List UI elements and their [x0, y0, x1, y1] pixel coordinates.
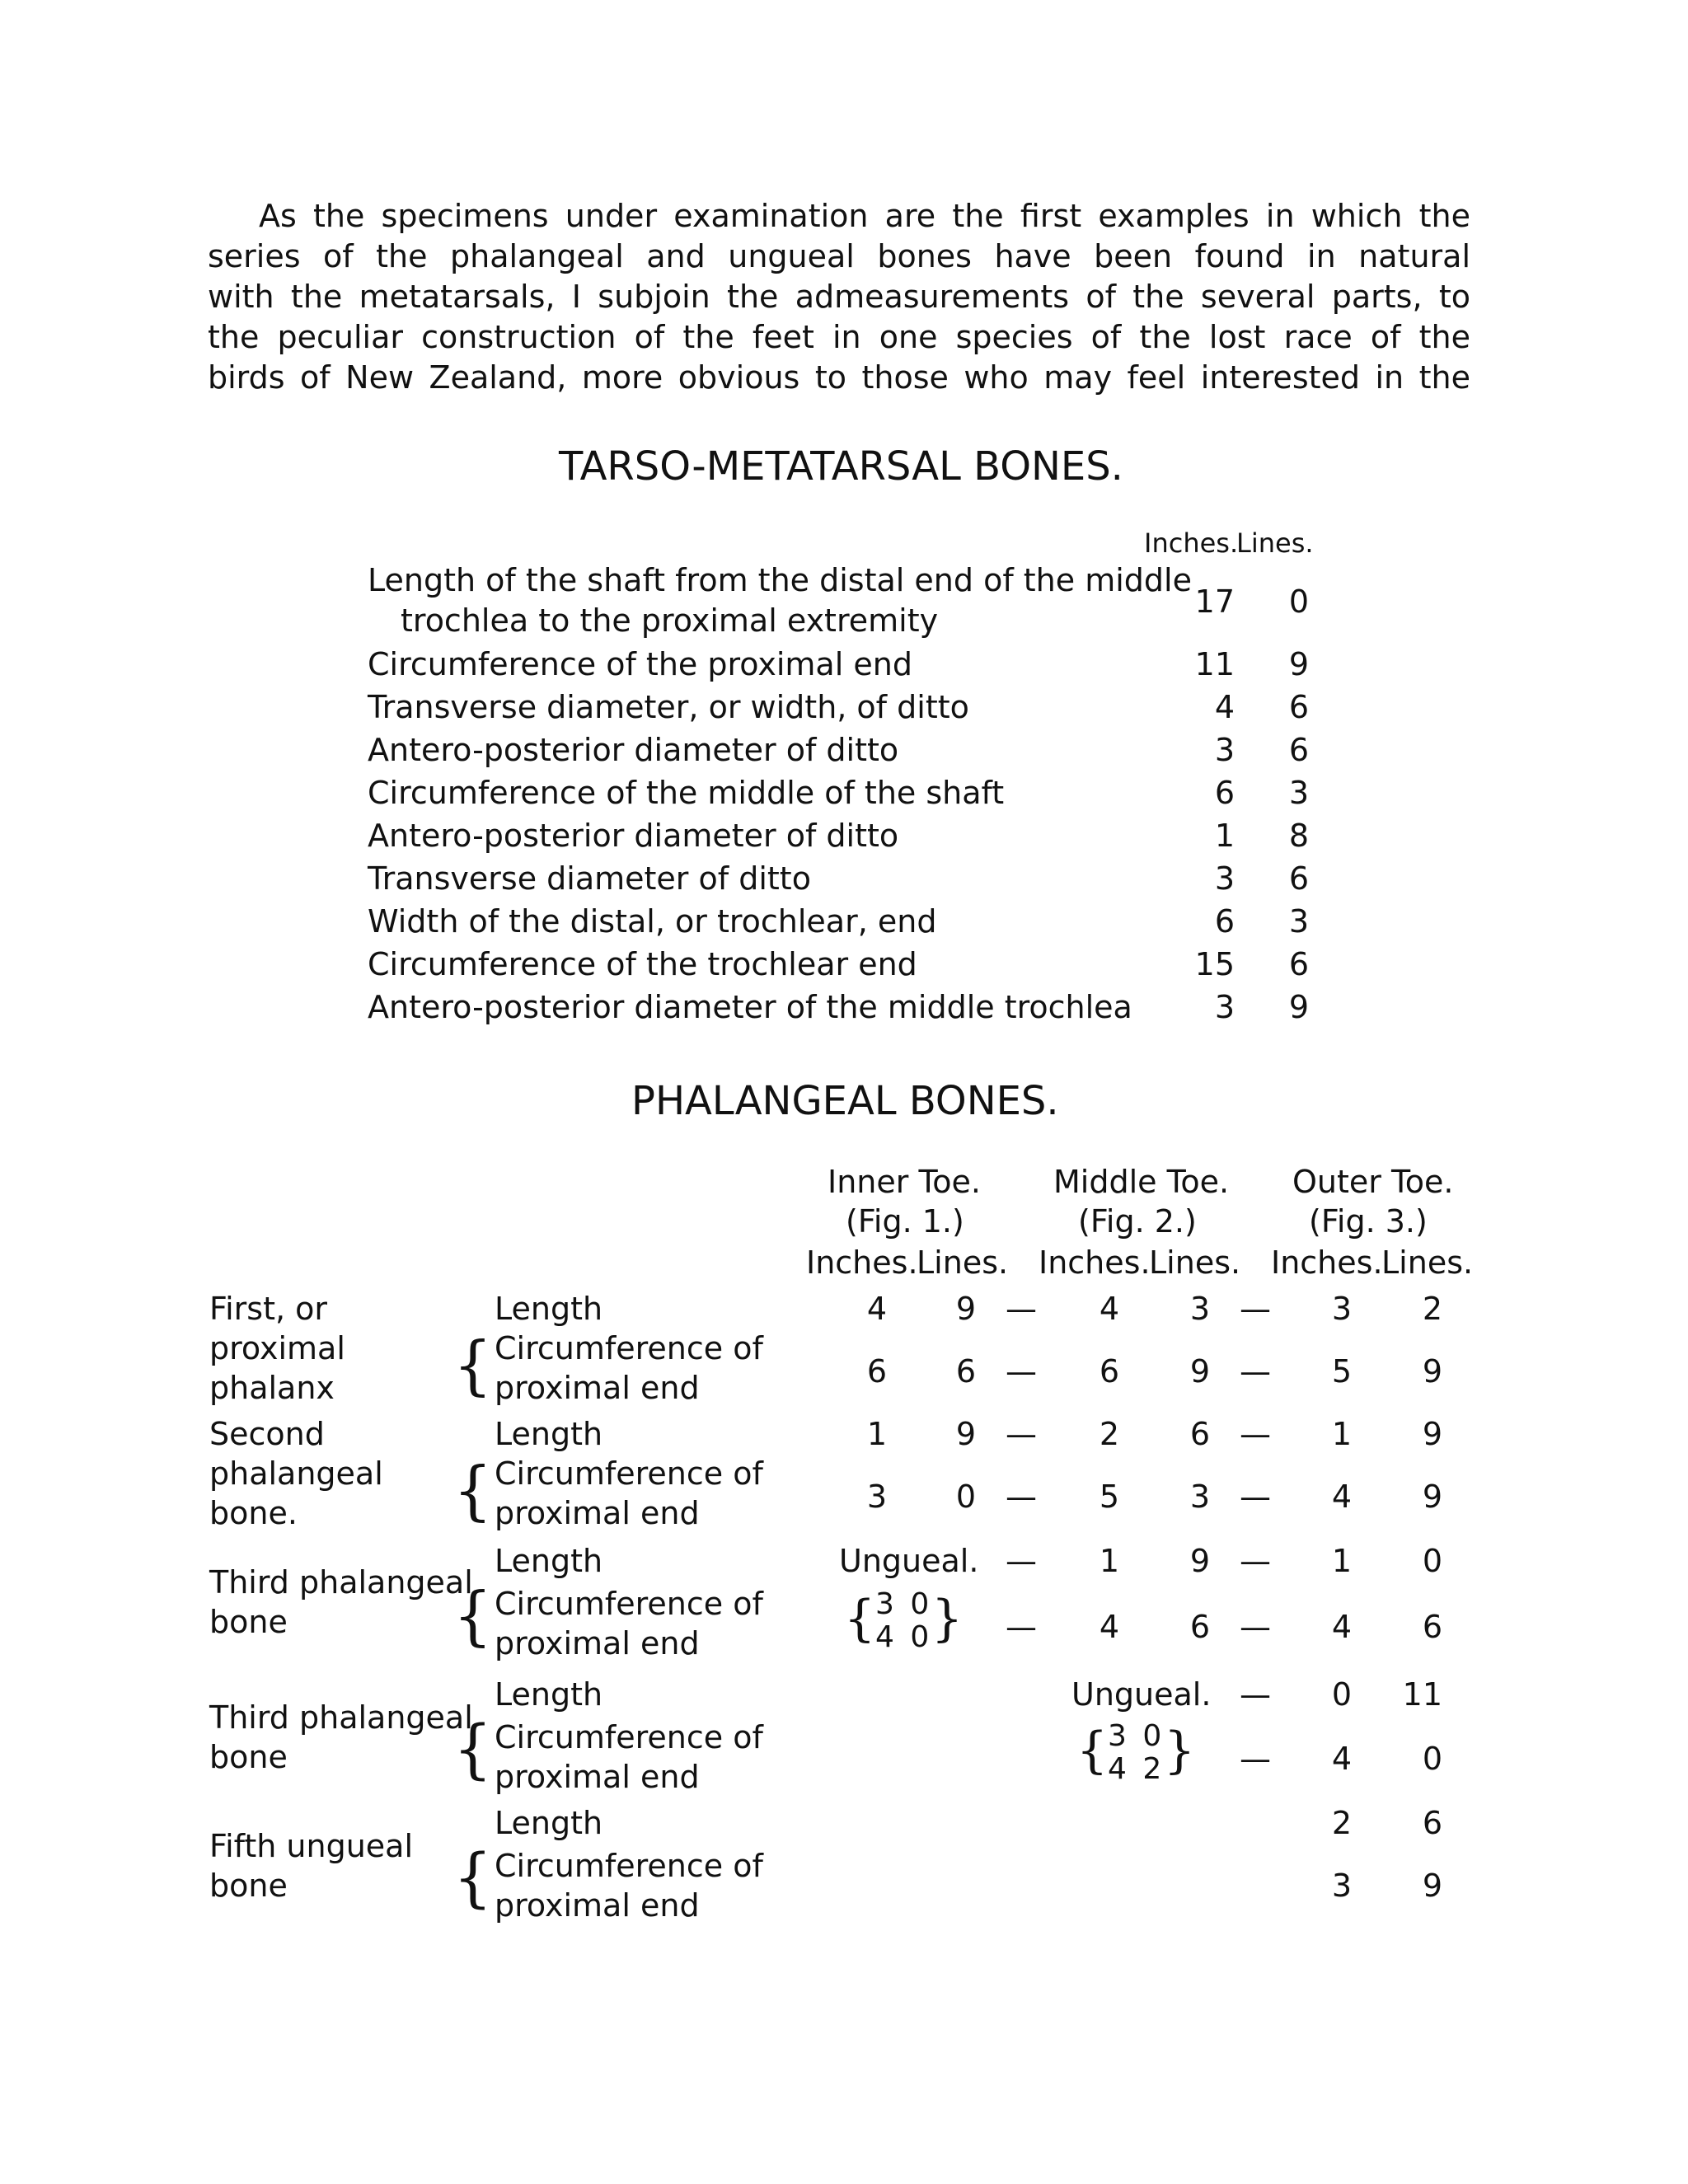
- left-brace-icon: {: [453, 1578, 493, 1654]
- bone-name: phalanx: [209, 1370, 335, 1406]
- bone-name: bone: [209, 1739, 288, 1775]
- value-cell: 4: [1331, 1479, 1352, 1515]
- dash: —: [1240, 1353, 1271, 1390]
- toe-inner-name: Inner Toe.: [828, 1164, 981, 1200]
- measure-length: Length: [495, 1676, 603, 1713]
- dash: —: [1006, 1291, 1037, 1327]
- tarso-row-label: Transverse diameter of ditto: [368, 860, 811, 897]
- tarso-row-label: Circumference of the middle of the shaft: [368, 775, 1005, 811]
- value-cell: 6: [955, 1353, 976, 1390]
- value-cell: 11: [1402, 1676, 1442, 1713]
- toe-middle-name: Middle Toe.: [1053, 1164, 1230, 1200]
- value-cell: 0: [1422, 1543, 1442, 1579]
- value-cell: 4: [1099, 1609, 1119, 1645]
- tarso-inches: 15: [1194, 946, 1235, 982]
- intro-paragraph: [208, 196, 1470, 398]
- value-cell: 3: [1189, 1479, 1210, 1515]
- bone-name: Fifth ungueal: [209, 1828, 414, 1864]
- value-cell: 9: [955, 1291, 976, 1327]
- value-cell: 3: [1331, 1291, 1352, 1327]
- bone-name: bone: [209, 1604, 288, 1640]
- right-brace-icon: }: [1164, 1722, 1196, 1779]
- value-cell: 6: [866, 1353, 887, 1390]
- tarso-row-label: Transverse diameter, or width, of ditto: [368, 689, 969, 725]
- inner-ungueal-label: Ungueal.: [839, 1543, 979, 1579]
- dash: —: [1240, 1479, 1271, 1515]
- tarso-col-inches: Inches.: [1144, 527, 1239, 559]
- value-cell: 6: [1099, 1353, 1119, 1390]
- outer-col-inches: Inches.: [1271, 1244, 1383, 1281]
- measure-circ-cont: proximal end: [495, 1625, 700, 1661]
- dash: —: [1006, 1543, 1037, 1579]
- measure-circ: Circumference of: [495, 1330, 763, 1366]
- tarso-inches: 17: [1194, 583, 1235, 620]
- tarso-lines: 9: [1288, 989, 1309, 1025]
- left-brace-icon: {: [453, 1328, 493, 1404]
- tarso-inches: 1: [1214, 818, 1235, 854]
- measure-circ: Circumference of: [495, 1848, 763, 1884]
- tarso-lines: 3: [1288, 775, 1309, 811]
- inner-ungueal-value: 4 0: [875, 1620, 933, 1654]
- value-cell: 4: [866, 1291, 887, 1327]
- left-brace-icon: {: [453, 1840, 493, 1916]
- tarso-inches: 3: [1214, 732, 1235, 768]
- measure-length: Length: [495, 1543, 603, 1579]
- value-cell: 3: [1331, 1868, 1352, 1904]
- tarso-row-label: Length of the shaft from the distal end of the middle: [368, 562, 1192, 598]
- middle-col-lines: Lines.: [1149, 1244, 1241, 1281]
- value-cell: 9: [1422, 1479, 1442, 1515]
- bone-name: Second: [209, 1416, 325, 1452]
- middle-ungueal-label: Ungueal.: [1071, 1676, 1212, 1713]
- value-cell: 1: [1331, 1543, 1352, 1579]
- left-brace-icon: {: [453, 1453, 493, 1529]
- dash: —: [1006, 1416, 1037, 1452]
- intro-line: series of the phalangeal and ungueal bones have been found in natural: [208, 238, 1470, 274]
- value-cell: 2: [1422, 1291, 1442, 1327]
- value-cell: 5: [1331, 1353, 1352, 1390]
- middle-ungueal-value: 4 2: [1108, 1752, 1165, 1786]
- left-brace-icon: {: [1076, 1722, 1109, 1779]
- tarso-row-label: Circumference of the trochlear end: [368, 946, 917, 982]
- value-cell: 3: [866, 1479, 887, 1515]
- measure-length: Length: [495, 1805, 603, 1841]
- tarso-row-label-cont: trochlea to the proximal extremity: [401, 602, 939, 639]
- value-cell: 9: [1422, 1868, 1442, 1904]
- phal-heading: PHALANGEAL BONES.: [631, 1078, 1059, 1124]
- value-cell: 4: [1331, 1741, 1352, 1777]
- value-cell: 6: [1189, 1609, 1210, 1645]
- tarso-inches: 11: [1194, 646, 1235, 682]
- bone-name: bone: [209, 1868, 288, 1904]
- dash: —: [1240, 1291, 1271, 1327]
- dash: —: [1240, 1741, 1271, 1777]
- intro-line: the peculiar construction of the feet in one species of the lost race of the: [208, 319, 1470, 355]
- value-cell: 9: [1189, 1353, 1210, 1390]
- tarso-lines: 8: [1288, 818, 1309, 854]
- measure-circ: Circumference of: [495, 1719, 763, 1755]
- tarso-heading: TARSO-METATARSAL BONES.: [559, 443, 1123, 490]
- measure-circ-cont: proximal end: [495, 1370, 700, 1406]
- toe-middle-fig: (Fig. 2.): [1078, 1203, 1197, 1240]
- value-cell: 6: [1422, 1805, 1442, 1841]
- inner-col-lines: Lines.: [917, 1244, 1009, 1281]
- dash: —: [1240, 1676, 1271, 1713]
- tarso-lines: 0: [1288, 583, 1309, 620]
- tarso-row-label: Antero-posterior diameter of ditto: [368, 818, 899, 854]
- value-cell: 0: [1331, 1676, 1352, 1713]
- tarso-lines: 6: [1288, 946, 1309, 982]
- value-cell: 6: [1189, 1416, 1210, 1452]
- intro-line: As the specimens under examination are the first examples in which the: [259, 198, 1470, 234]
- tarso-inches: 3: [1214, 989, 1235, 1025]
- tarso-lines: 6: [1288, 860, 1309, 897]
- measure-circ-cont: proximal end: [495, 1887, 700, 1924]
- value-cell: 2: [1331, 1805, 1352, 1841]
- inner-col-inches: Inches.: [806, 1244, 918, 1281]
- tarso-col-lines: Lines.: [1236, 527, 1314, 559]
- bone-name: proximal: [209, 1330, 345, 1366]
- tarso-inches: 6: [1214, 775, 1235, 811]
- bone-name: Third phalangeal: [209, 1699, 473, 1736]
- value-cell: 9: [1422, 1416, 1442, 1452]
- intro-line: with the metatarsals, I subjoin the admeasurements of the several parts, to: [208, 279, 1470, 315]
- measure-circ-cont: proximal end: [495, 1759, 700, 1795]
- intro-line: birds of New Zealand, more obvious to those who may feel interested in the: [208, 359, 1470, 396]
- dash: —: [1006, 1479, 1037, 1515]
- value-cell: 1: [1099, 1543, 1119, 1579]
- middle-ungueal-value: 3 0: [1108, 1719, 1165, 1753]
- dash: —: [1240, 1609, 1271, 1645]
- dash: —: [1240, 1416, 1271, 1452]
- measure-length: Length: [495, 1291, 603, 1327]
- tarso-inches: 4: [1214, 689, 1235, 725]
- value-cell: 3: [1189, 1291, 1210, 1327]
- measure-circ: Circumference of: [495, 1586, 763, 1622]
- left-brace-icon: {: [453, 1712, 493, 1788]
- tarso-lines: 9: [1288, 646, 1309, 682]
- bone-name: bone.: [209, 1495, 298, 1531]
- tarso-lines: 6: [1288, 689, 1309, 725]
- bone-name: First, or: [209, 1291, 328, 1327]
- dash: —: [1006, 1353, 1037, 1390]
- measure-circ-cont: proximal end: [495, 1495, 700, 1531]
- left-brace-icon: {: [844, 1590, 876, 1647]
- outer-col-lines: Lines.: [1381, 1244, 1474, 1281]
- inner-ungueal-value: 3 0: [875, 1587, 933, 1621]
- value-cell: 2: [1099, 1416, 1119, 1452]
- measure-length: Length: [495, 1416, 603, 1452]
- dash: —: [1240, 1543, 1271, 1579]
- value-cell: 9: [955, 1416, 976, 1452]
- dash: —: [1006, 1609, 1037, 1645]
- value-cell: 5: [1099, 1479, 1119, 1515]
- bone-name: phalangeal: [209, 1455, 383, 1492]
- value-cell: 0: [1422, 1741, 1442, 1777]
- value-cell: 6: [1422, 1609, 1442, 1645]
- toe-outer-name: Outer Toe.: [1292, 1164, 1454, 1200]
- value-cell: 4: [1099, 1291, 1119, 1327]
- middle-col-inches: Inches.: [1039, 1244, 1151, 1281]
- value-cell: 1: [866, 1416, 887, 1452]
- value-cell: 4: [1331, 1609, 1352, 1645]
- value-cell: 9: [1189, 1543, 1210, 1579]
- tarso-inches: 6: [1214, 903, 1235, 940]
- bone-name: Third phalangeal: [209, 1564, 473, 1601]
- tarso-lines: 3: [1288, 903, 1309, 940]
- tarso-row-label: Circumference of the proximal end: [368, 646, 912, 682]
- value-cell: 1: [1331, 1416, 1352, 1452]
- toe-inner-fig: (Fig. 1.): [846, 1203, 964, 1240]
- tarso-lines: 6: [1288, 732, 1309, 768]
- tarso-row-label: Width of the distal, or trochlear, end: [368, 903, 937, 940]
- toe-outer-fig: (Fig. 3.): [1309, 1203, 1428, 1240]
- right-brace-icon: }: [931, 1590, 964, 1647]
- value-cell: 0: [955, 1479, 976, 1515]
- measure-circ: Circumference of: [495, 1455, 763, 1492]
- value-cell: 9: [1422, 1353, 1442, 1390]
- tarso-inches: 3: [1214, 860, 1235, 897]
- tarso-row-label: Antero-posterior diameter of ditto: [368, 732, 899, 768]
- tarso-row-label: Antero-posterior diameter of the middle trochlea: [368, 989, 1132, 1025]
